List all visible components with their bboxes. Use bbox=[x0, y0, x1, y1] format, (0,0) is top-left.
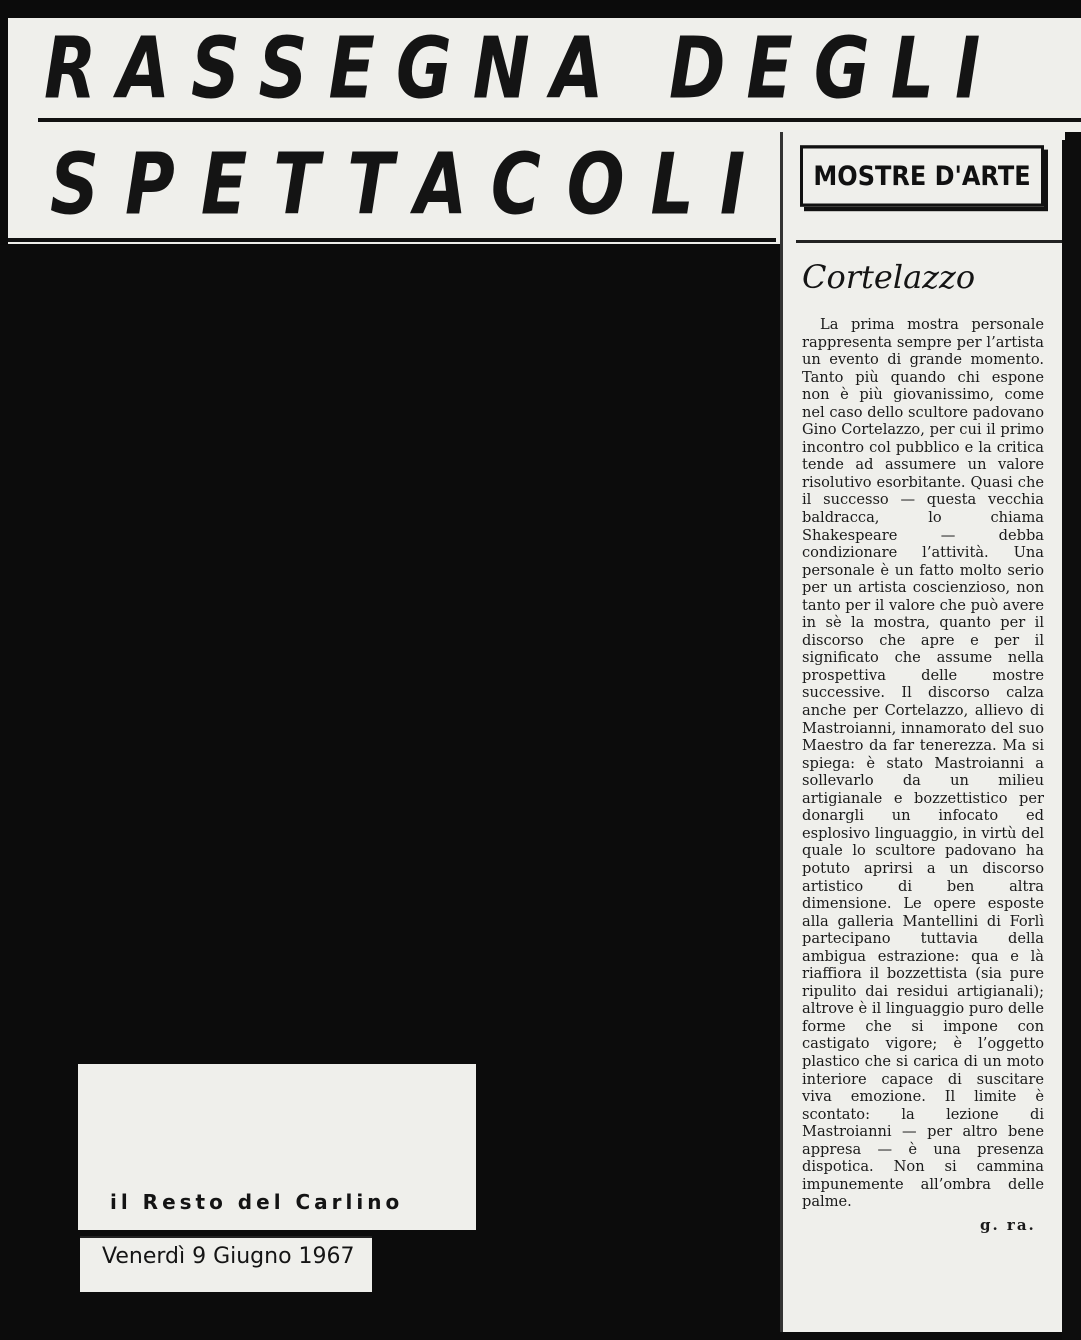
article-title: Cortelazzo bbox=[802, 258, 976, 296]
headline-rule-bottom bbox=[8, 238, 776, 242]
right-dark-edge bbox=[1062, 140, 1081, 1340]
newspaper-name: il Resto del Carlino bbox=[110, 1190, 404, 1214]
article-signature: g. ra. bbox=[980, 1216, 1036, 1234]
publication-date: Venerdì 9 Giugno 1967 bbox=[102, 1244, 355, 1269]
headline-line-1: RASSEGNA DEGLI bbox=[44, 20, 1002, 119]
article-body: La prima mostra personale rappresenta sempre per l’artista un evento di grande momento. Tanto più quando chi espone non è più giovanissimo, come nel caso dello scultore padovano Gino Cortelazzo, per cui il primo incontro col pubblico e la critica tende ad assumere un valore risolutivo esorbitante. Quasi che il successo — questa vecchia baldracca, lo chiama Shakespeare — debba condizionare l’attività. Una personale è un fatto molto serio per un artista coscienzioso, non tanto per il valore che può avere in sè la mostra, quanto per il discorso che apre e per il significato che assume nella prospettiva delle mostre successive. Il discorso calza anche per Cortelazzo, allievo di Mastroianni, innamorato del suo Maestro da far tenerezza. Ma si spiega: è stato Mastroianni a sollevarlo da un milieu artigianale e bozzettistico per donargli un infocato ed esplosivo linguaggio, in virtù del quale lo scultore padovano ha potuto aprirsi a un discorso artistico di ben altra dimensione. Le opere esposte alla galleria Mantellini di Forlì partecipano tuttavia della ambigua estrazione: qua e là riaffiora il bozzettista (sia pure ripulito dai residui artigianali); altrove è il linguaggio puro delle forme che si impone con castigato vigore; è l’oggetto plastico che si carica di un moto interiore capace di suscitare viva emozione. Il limite è scontato: la lezione di Mastroianni — per altro bene appresa — è una presenza dispotica. Non si cammina impunemente all’ombra delle palme. bbox=[802, 316, 1044, 1211]
headline-line-2: SPETTACOLI bbox=[50, 136, 772, 235]
section-label: MOSTRE D'ARTE bbox=[800, 145, 1044, 207]
column-rule bbox=[796, 240, 1062, 243]
